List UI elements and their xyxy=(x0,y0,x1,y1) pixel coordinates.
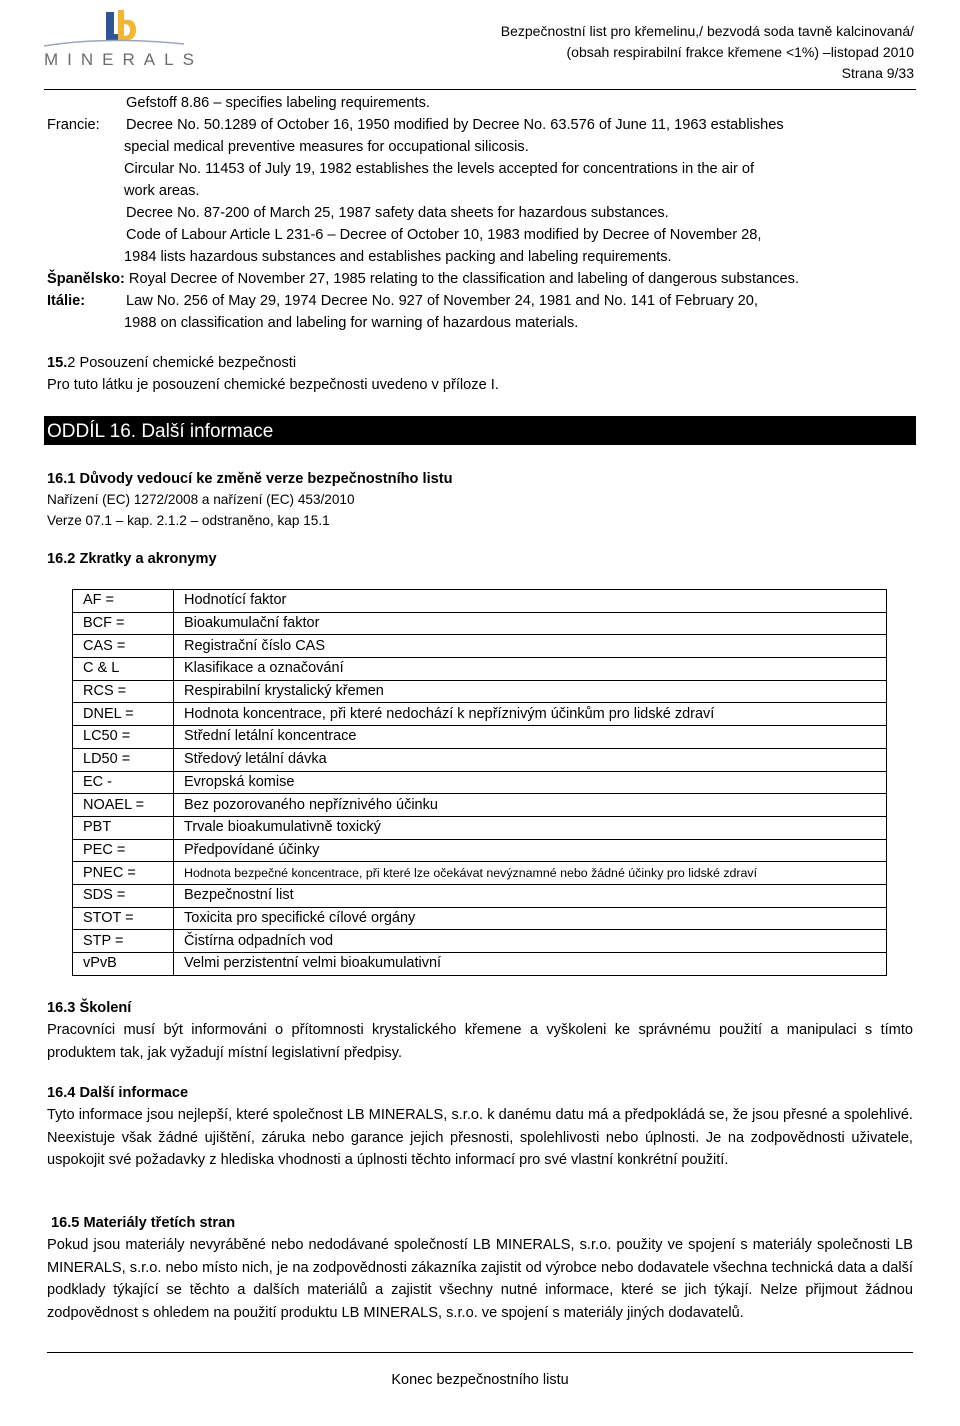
reg-francie-2b: work areas. xyxy=(124,183,200,199)
table-row xyxy=(73,658,887,681)
s16-3-heading: 16.3 Školení xyxy=(47,1000,132,1016)
s16-1-line2: Verze 07.1 – kap. 2.1.2 – odstraněno, kap 15.1 xyxy=(47,513,330,528)
abbr-cell: DNEL = xyxy=(73,703,174,726)
table-row xyxy=(73,590,887,613)
reg-italie-b: 1988 on classification and labeling for warning of hazardous materials. xyxy=(124,315,579,331)
reg-francie-4b: 1984 lists hazardous substances and establishes packing and labeling requirements. xyxy=(124,249,672,265)
table-row xyxy=(73,612,887,635)
lb-logo-icon xyxy=(44,6,204,50)
reg-francie-label: Francie: xyxy=(47,117,100,133)
table-row xyxy=(73,726,887,749)
s16-2-heading xyxy=(47,548,217,570)
abbr-cell: AF = xyxy=(73,590,174,613)
abbr-cell: LD50 = xyxy=(73,748,174,771)
s16-4-heading: 16.4 Další informace xyxy=(47,1085,189,1101)
doc-title-line2: (obsah respirabilní frakce křemene <1%) –listopad 2010 xyxy=(566,44,914,60)
abbr-cell: SDS = xyxy=(73,884,174,907)
abbr-cell: C & L xyxy=(73,658,174,681)
table-row xyxy=(73,862,887,885)
s15-2-heading-num: 15. xyxy=(47,355,68,371)
meaning-cell: Hodnota koncentrace, při které nedochází k nepříznivým účinkům pro lidské zdraví xyxy=(174,703,887,726)
reg-italie-label: Itálie: xyxy=(47,293,86,309)
reg-francie-1a: Decree No. 50.1289 of October 16, 1950 modified by Decree No. 63.576 of June 11, 1963 establishes xyxy=(126,117,784,133)
abbr-cell: PEC = xyxy=(73,839,174,862)
footer-divider xyxy=(47,1352,913,1353)
table-row xyxy=(73,635,887,658)
meaning-cell: Bioakumulační faktor xyxy=(174,612,887,635)
footer-text: Konec bezpečnostního listu xyxy=(391,1372,569,1388)
reg-gefstoff: Gefstoff 8.86 – specifies labeling requirements. xyxy=(126,95,430,111)
s16-1-heading-num: 16. xyxy=(47,471,68,487)
abbr-cell: CAS = xyxy=(73,635,174,658)
abbr-cell: BCF = xyxy=(73,612,174,635)
reg-francie-2a: Circular No. 11453 of July 19, 1982 establishes the levels accepted for concentrations in the air of xyxy=(124,161,755,177)
page-number: Strana 9/33 xyxy=(841,65,914,81)
s16-2-heading-text: 2 Zkratky a akronymy xyxy=(67,551,217,567)
s15-2-text: Pro tuto látku je posouzení chemické bezpečnosti uvedeno v příloze I. xyxy=(47,377,499,393)
table-row xyxy=(73,680,887,703)
table-row xyxy=(73,907,887,930)
table-row xyxy=(73,771,887,794)
meaning-cell: Klasifikace a označování xyxy=(174,658,887,681)
table-row xyxy=(73,884,887,907)
s15-2-heading xyxy=(47,352,296,374)
s16-5-text: Pokud jsou materiály nevyráběné nebo nedodávané společností LB MINERALS, s.r.o. použity ve spojení s materiály společnosti LB MINERALS, s.r.o. nebo místo nich, je na zodpovědnosti zákazníka zajistit od výrobce nebo dodavatele všechna technická data a další podklady týkající se těchto a dalších materiálů a zajistit všechny nutné informace, které se jich týkají. Nelze přijmout žádnou zodpovědnost s ohledem na použití produktu LB MINERALS, s.r.o. ve spojení s materiály jiných dodavatelů. xyxy=(47,1237,913,1321)
meaning-cell: Bez pozorovaného nepříznivého účinku xyxy=(174,794,887,817)
table-row xyxy=(73,930,887,953)
s16-2-heading-num: 16. xyxy=(47,551,68,567)
table-row xyxy=(73,703,887,726)
meaning-cell: Velmi perzistentní velmi bioakumulativní xyxy=(174,953,887,976)
abbr-cell: PNEC = xyxy=(73,862,174,885)
meaning-cell: Bezpečnostní list xyxy=(174,884,887,907)
table-row xyxy=(73,794,887,817)
s16-5-heading: 16.5 Materiály třetích stran xyxy=(51,1215,236,1231)
s16-4-text: Tyto informace jsou nejlepší, které společnost LB MINERALS, s.r.o. k danému datu má a předpokládá se, že jsou přesné a spolehlivé. Neexistuje však žádné ujištění, záruka nebo garance jejich přesnosti, spolehlivosti nebo úplnosti. Je na zodpovědnosti uživatele, uspokojit své požadavky z hlediska vhodnosti a úplnosti těchto informací pro své vlastní konkrétní použití. xyxy=(47,1107,913,1168)
table-row xyxy=(73,839,887,862)
meaning-cell: Hodnotící faktor xyxy=(174,590,887,613)
header-divider xyxy=(44,89,916,90)
section-16-title: ODDÍL 16. Další informace xyxy=(44,416,916,445)
meaning-cell: Trvale bioakumulativně toxický xyxy=(174,816,887,839)
abbr-cell: STOT = xyxy=(73,907,174,930)
reg-italie-a: Law No. 256 of May 29, 1974 Decree No. 927 of November 24, 1981 and No. 141 of February 20, xyxy=(126,293,758,309)
meaning-cell: Evropská komise xyxy=(174,771,887,794)
abbr-cell: PBT xyxy=(73,816,174,839)
abbr-cell: STP = xyxy=(73,930,174,953)
meaning-cell: Střední letální koncentrace xyxy=(174,726,887,749)
meaning-cell: Čistírna odpadních vod xyxy=(174,930,887,953)
table-row xyxy=(73,953,887,976)
meaning-cell: Hodnota bezpečné koncentrace, při které lze očekávat nevýznamné nebo žádné účinky pro lidské zdraví xyxy=(174,862,887,885)
s16-1-heading-text: 1 Důvody vedoucí ke změně verze bezpečnostního listu xyxy=(67,471,453,487)
abbr-cell: RCS = xyxy=(73,680,174,703)
meaning-cell: Toxicita pro specifické cílové orgány xyxy=(174,907,887,930)
reg-spanelsko xyxy=(47,268,799,290)
reg-francie-4a: Code of Labour Article L 231-6 – Decree of October 10, 1983 modified by Decree of November 28, xyxy=(126,227,762,243)
meaning-cell: Středový letální dávka xyxy=(174,748,887,771)
abbreviations-table xyxy=(72,589,887,976)
company-logo xyxy=(44,6,204,76)
s16-3-text: Pracovníci musí být informováni o přítomnosti krystalického křemene a vyškoleni ke správnému použití a manipulaci s tímto produktem tak, jak vyžadují místní legislativní předpisy. xyxy=(47,1022,913,1061)
reg-spanelsko-text: Royal Decree of November 27, 1985 relating to the classification and labeling of dangerous substances. xyxy=(128,271,800,287)
doc-title-line1: Bezpečnostní list pro křemelinu,/ bezvodá soda tavně kalcinovaná/ xyxy=(500,23,914,39)
logo-text: MINERALS xyxy=(44,50,203,69)
meaning-cell: Předpovídané účinky xyxy=(174,839,887,862)
abbr-cell: LC50 = xyxy=(73,726,174,749)
table-row xyxy=(73,748,887,771)
reg-spanelsko-label: Španělsko: xyxy=(47,271,125,287)
document-header xyxy=(501,21,914,84)
reg-francie-3: Decree No. 87-200 of March 25, 1987 safety data sheets for hazardous substances. xyxy=(126,205,669,221)
abbr-cell: NOAEL = xyxy=(73,794,174,817)
s16-1-heading xyxy=(47,468,453,490)
abbr-cell: EC - xyxy=(73,771,174,794)
abbr-cell: vPvB xyxy=(73,953,174,976)
s16-1-line1: Nařízení (EC) 1272/2008 a nařízení (EC) 453/2010 xyxy=(47,492,355,507)
table-row xyxy=(73,816,887,839)
s15-2-heading-text: 2 Posouzení chemické bezpečnosti xyxy=(67,355,297,371)
meaning-cell: Respirabilní krystalický křemen xyxy=(174,680,887,703)
meaning-cell: Registrační číslo CAS xyxy=(174,635,887,658)
reg-francie-1b: special medical preventive measures for occupational silicosis. xyxy=(124,139,529,155)
